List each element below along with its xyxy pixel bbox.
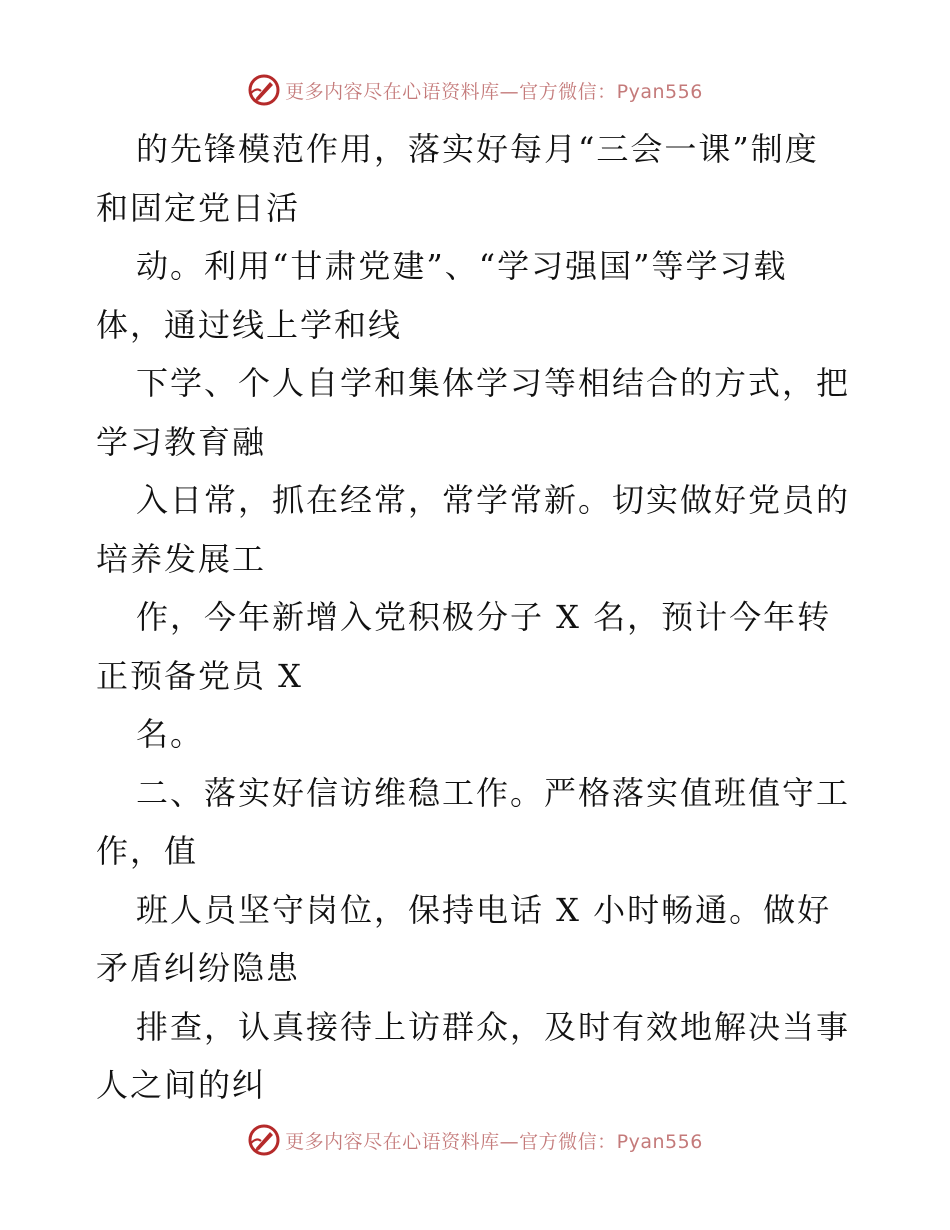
body-line-15: 矛盾纠纷隐患 (96, 949, 301, 987)
header-banner (0, 70, 950, 110)
header-banner-text: 更多内容尽在心语资料库—官方微信：Pyan556 (285, 80, 703, 103)
body-line-12: 二、落实好信访维稳工作。严格落实值班值守工 (136, 773, 851, 812)
body-line-7: 入日常，抓在经常，常学常新。切实做好党员的 (136, 481, 851, 519)
body-line-10: 正预备党员 X (96, 656, 303, 695)
body-line-17: 人之间的纠 (96, 1066, 267, 1104)
body-line-6: 学习教育融 (96, 422, 267, 461)
body-line-11: 名。 (136, 715, 205, 753)
body-line-8: 培养发展工 (96, 539, 267, 578)
body-line-2: 和固定党日活 (96, 188, 301, 227)
body-line-13: 作，值 (96, 832, 199, 870)
quill-seal-icon (247, 1123, 281, 1157)
footer-banner (0, 1120, 950, 1160)
body-line-16: 排查，认真接待上访群众，及时有效地解决当事 (136, 1007, 851, 1046)
body-line-4: 体，通过线上学和线 (96, 305, 403, 344)
body-line-5: 下学、个人自学和集体学习等相结合的方式，把 (136, 364, 851, 402)
body-line-3: 动。利用“甘肃党建”、“学习强国”等学习载 (136, 247, 788, 285)
body-line-14: 班人员坚守岗位，保持电话 X 小时畅通。做好 (136, 890, 832, 929)
footer-banner-text: 更多内容尽在心语资料库—官方微信：Pyan556 (285, 1130, 703, 1153)
body-line-9: 作，今年新增入党积极分子 X 名，预计今年转 (136, 598, 832, 636)
document-body (96, 120, 886, 1115)
body-line-1: 的先锋模范作用，落实好每月“三会一课”制度 (136, 130, 819, 168)
quill-seal-icon (247, 73, 281, 107)
